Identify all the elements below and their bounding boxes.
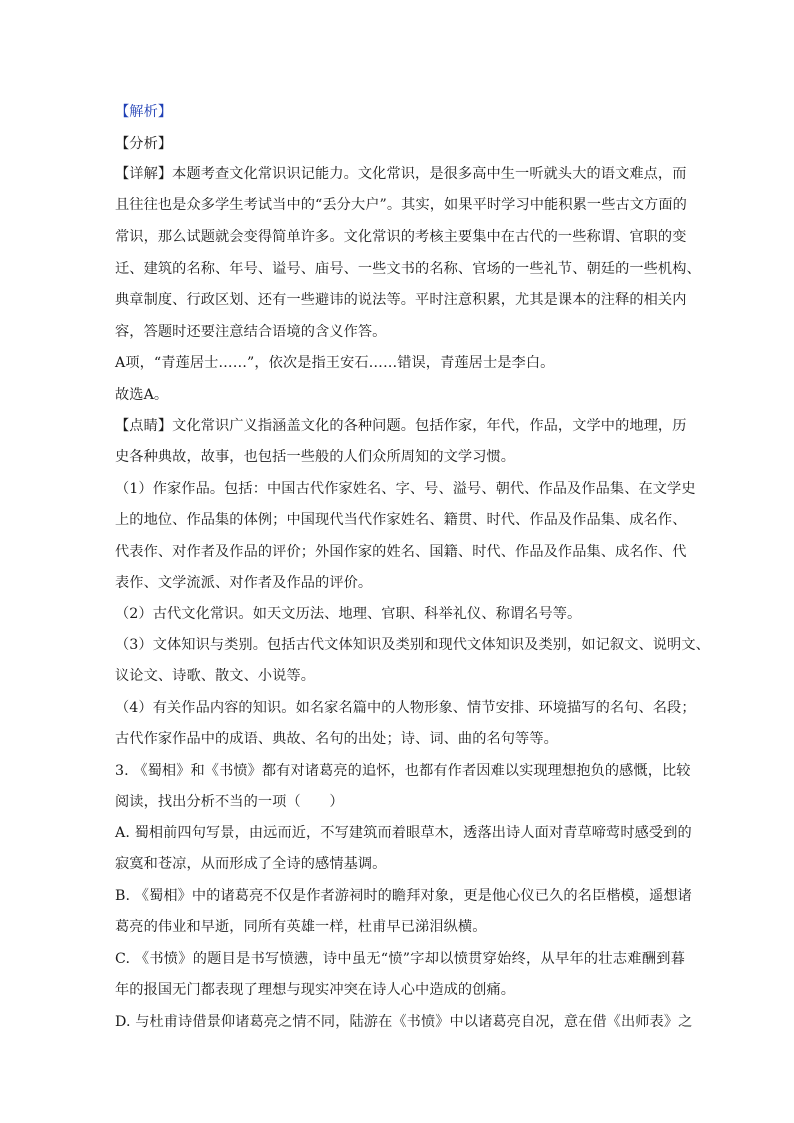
detail-line: 典章制度、行政区划、还有一些避讳的说法等。平时注意积累，尤其是课本的注释的相关内 (115, 292, 687, 308)
detail-line: 迁、建筑的名称、年号、谥号、庙号、一些文书的名称、官场的一些礼节、朝廷的一些机构、 (115, 261, 701, 277)
answer-line: 故选A。 (115, 387, 169, 403)
dianjing-line: （4）有关作品内容的知识。如名家名篇中的人物形象、情节安排、环境描写的名句、名段； (115, 700, 696, 716)
option-b: 葛亮的伟业和早逝，同所有英雄一样，杜甫早已涕泪纵横。 (115, 919, 487, 935)
option-c: 年的报国无门都表现了理想与现实冲突在诗人心中造成的创痛。 (115, 982, 516, 998)
section-heading-fenxi: 【分析】 (115, 136, 173, 152)
dianjing-line: 古代作家作品中的成语、典故、名句的出处；诗、词、曲的名句等等。 (115, 731, 558, 747)
question-stem: 阅读，找出分析不当的一项（ ） (115, 794, 344, 810)
dianjing-line: 史各种典故，故事，也包括一些般的人们众所周知的文学习惯。 (115, 449, 516, 465)
dianjing-line: 【点睛】文化常识广义指涵盖文化的各种问题。包括作家，年代，作品，文学中的地理，历 (115, 418, 687, 434)
option-d: D. 与杜甫诗借景仰诸葛亮之情不同，陆游在《书愤》中以诸葛亮自况，意在借《出师表》之 (115, 1014, 693, 1030)
dianjing-line: 表作、文学流派、对作者及作品的评价。 (115, 575, 373, 591)
question-stem: 3. 《蜀相》和《书愤》都有对诸葛亮的追怀，也都有作者因难以实现理想抱负的感慨，比较 (115, 763, 691, 779)
dianjing-line: 上的地位、作品集的体例；中国现代当代作家姓名、籍贯、时代、作品及作品集、成名作、 (115, 512, 687, 528)
dianjing-line: （2）古代文化常识。如天文历法、地理、官职、科举礼仪、称谓名号等。 (115, 606, 582, 622)
dianjing-line: （3）文体知识与类别。包括古代文体知识及类别和现代文体知识及类别，如记叙文、说明文、 (115, 637, 710, 653)
dianjing-line: 议论文、诗歌、散文、小说等。 (115, 668, 316, 684)
dianjing-line: （1）作家作品。包括：中国古代作家姓名、字、号、溢号、朝代、作品及作品集、在文学史 (115, 481, 696, 497)
detail-line: 常识，那么试题就会变得简单许多。文化常识的考核主要集中在古代的一些称谓、官职的变 (115, 229, 687, 245)
detail-line: 容，答题时还要注意结合语境的含义作答。 (115, 324, 387, 340)
option-a: 寂寞和苍凉，从而形成了全诗的感情基调。 (115, 856, 387, 872)
detail-line: 【详解】本题考查文化常识识记能力。文化常识，是很多高中生一听就头大的语文难点，而 (115, 166, 687, 182)
option-c: C. 《书愤》的题目是书写愤懑，诗中虽无“愤”字却以愤贯穿始终，从早年的壮志难酬到暮 (115, 951, 685, 967)
section-heading-jiexi: 【解析】 (115, 104, 173, 120)
detail-line: A项，“青莲居士……”，依次是指王安石……错误，青莲居士是李白。 (115, 355, 555, 371)
dianjing-line: 代表作、对作者及作品的评价；外国作家的姓名、国籍、时代、作品及作品集、成名作、代 (115, 544, 687, 560)
option-b: B. 《蜀相》中的诸葛亮不仅是作者游祠时的瞻拜对象，更是他心仪已久的名臣楷模，遥想诸 (115, 888, 692, 904)
detail-line: 且往往也是众多学生考试当中的“丢分大户”。其实，如果平时学习中能积累一些古文方面的 (115, 197, 687, 213)
option-a: A. 蜀相前四句写景，由远而近，不写建筑而着眼草木，透落出诗人面对青草啼莺时感受到的 (115, 825, 692, 841)
